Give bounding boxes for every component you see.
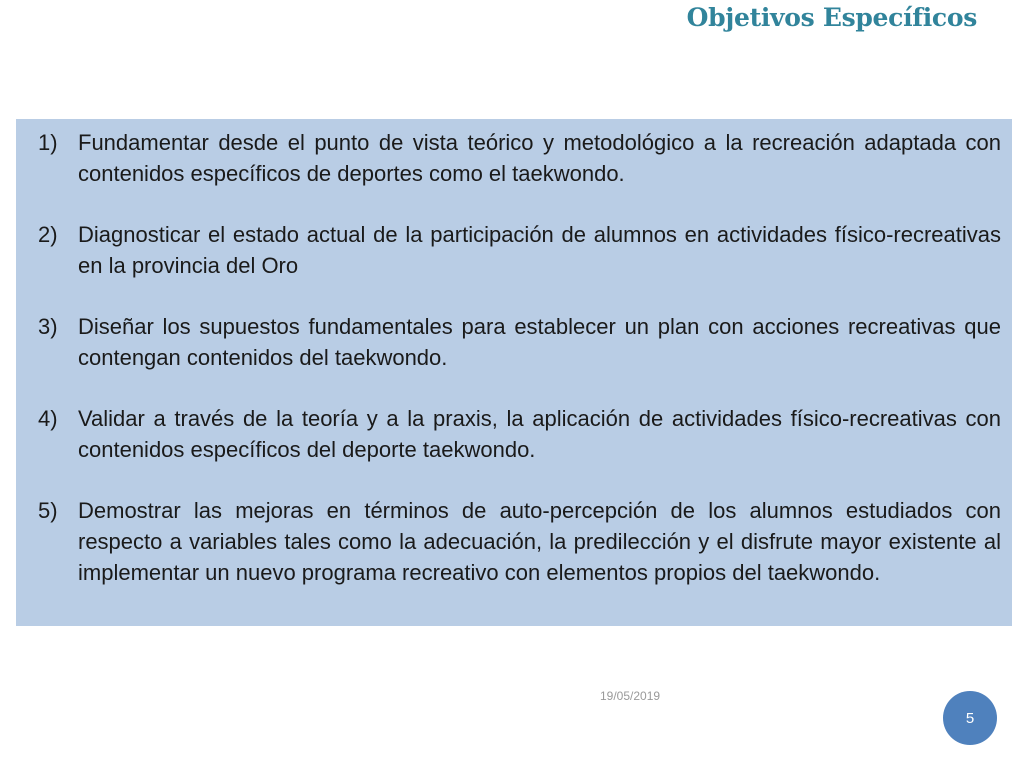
slide-date: 19/05/2019 <box>600 689 661 703</box>
objective-item <box>38 403 1001 465</box>
objective-number: 3) <box>38 314 58 339</box>
objective-text: Fundamentar desde el punto de vista teórico y metodológico a la recreación adaptada con contenidos específicos de deportes como el taekwondo. <box>78 130 1001 186</box>
objective-text: Diagnosticar el estado actual de la participación de alumnos en actividades físico-recreativas en la provincia del Oro <box>78 222 1001 278</box>
objective-item <box>38 495 1001 588</box>
objective-item <box>38 311 1001 373</box>
objective-number: 4) <box>38 406 58 431</box>
objectives-list <box>38 127 1001 588</box>
objective-number: 2) <box>38 222 58 247</box>
objective-item <box>38 127 1001 189</box>
objective-text: Demostrar las mejoras en términos de auto-percepción de los alumnos estudiados con respecto a variables tales como la adecuación, la predilección y el disfrute mayor existente al implementar un nuevo programa recreativo con elementos propios del taekwondo. <box>78 498 1001 585</box>
slide-title: Objetivos Específicos <box>686 3 977 32</box>
objective-text: Diseñar los supuestos fundamentales para establecer un plan con acciones recreativas que contengan contenidos del taekwondo. <box>78 314 1001 370</box>
objective-item <box>38 219 1001 281</box>
objective-number: 1) <box>38 130 58 155</box>
objective-text: Validar a través de la teoría y a la praxis, la aplicación de actividades físico-recreativas con contenidos específicos del deporte taekwondo. <box>78 406 1001 462</box>
page-number-badge: 5 <box>943 691 997 745</box>
objective-number: 5) <box>38 498 58 523</box>
objectives-box <box>16 119 1012 626</box>
